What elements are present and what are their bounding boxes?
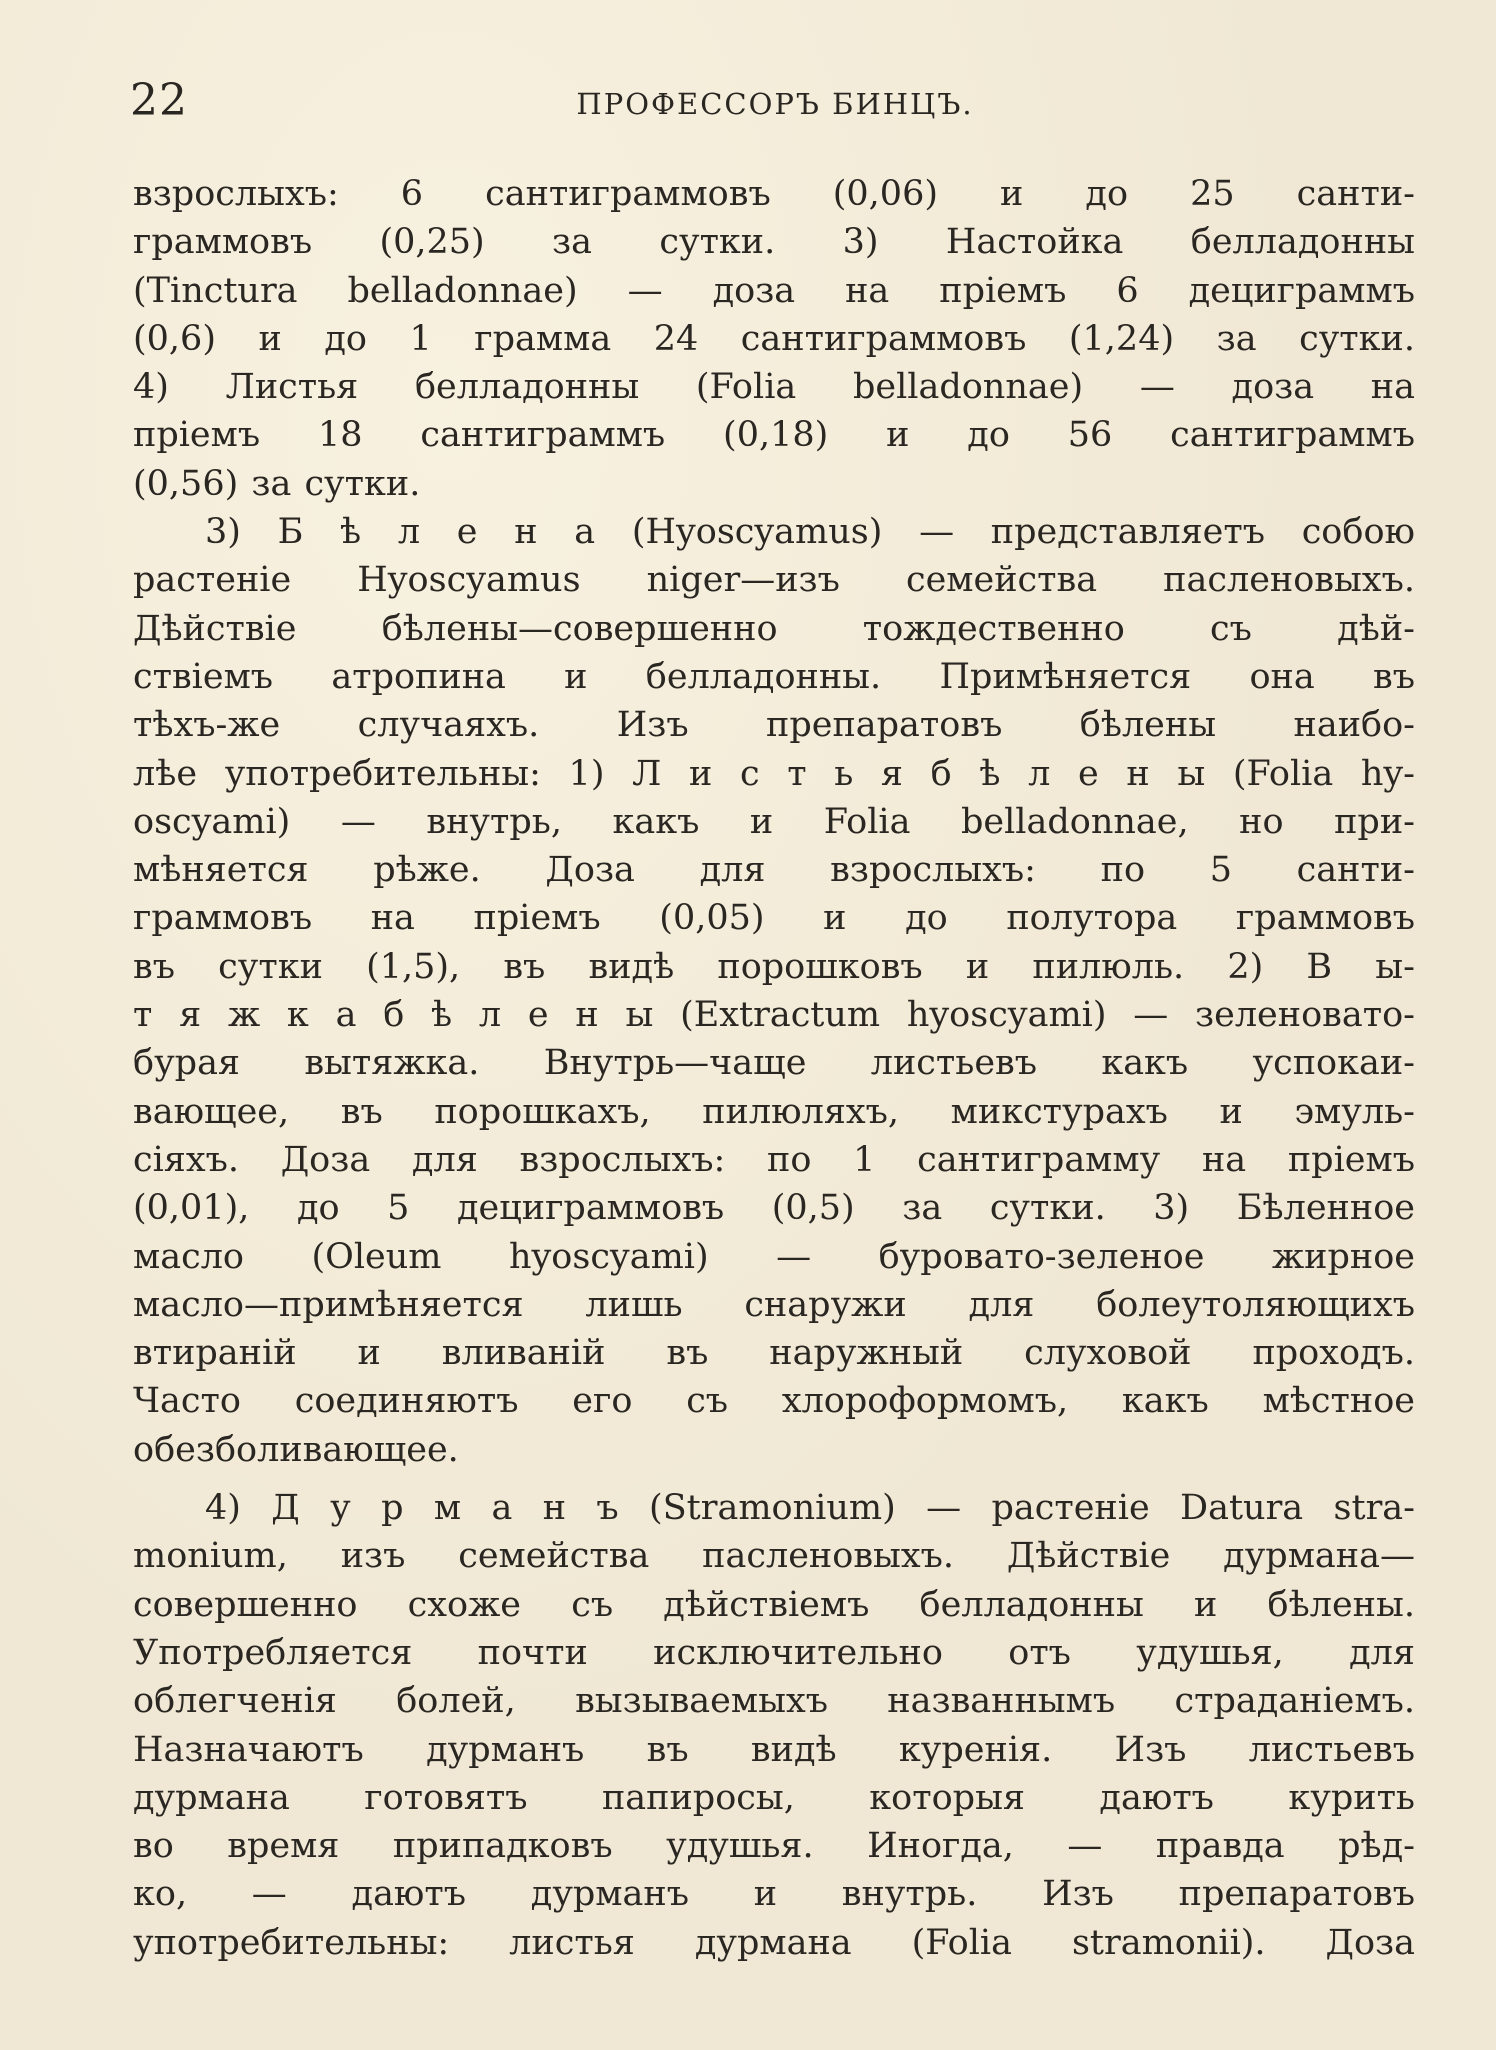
paragraph-start-stramonium: 4) Д у р м а н ъ (Stramonium) — растеніе Datura stra- [205, 1488, 1415, 1529]
text-line: пріемъ 18 сантиграммъ (0,18) и до 56 сантиграммъ [133, 415, 1415, 456]
text-line: Назначаютъ дурманъ въ видѣ куренія. Изъ листьевъ [133, 1729, 1415, 1770]
text-line: бурая вытяжка. Внутрь—чаще листьевъ какъ успокаи- [133, 1043, 1415, 1084]
text-line: тѣхъ-же случаяхъ. Изъ препаратовъ бѣлены наибо- [133, 705, 1415, 746]
text-line: во время припадковъ удушья. Иногда, — правда рѣд- [133, 1826, 1415, 1867]
text-line: втираній и вливаній въ наружный слуховой проходъ. [133, 1333, 1415, 1374]
text-line: граммовъ на пріемъ (0,05) и до полутора граммовъ [133, 898, 1415, 939]
text-line: лѣе употребительны: 1) Л и с т ь я б ѣ л е н ы (Folia hy- [133, 753, 1415, 794]
text-line: употребительны: листья дурмана (Folia stramonii). Доза [133, 1922, 1415, 1963]
text-line: мѣняется рѣже. Доза для взрослыхъ: по 5 санти- [133, 850, 1415, 891]
text-line: (0,6) и до 1 грамма 24 сантиграммовъ (1,24) за сутки. [133, 318, 1415, 359]
text-line: масло (Oleum hyoscyami) — буровато-зеленое жирное [133, 1236, 1415, 1277]
text-line: ствіемъ атропина и белладонны. Примѣняется она въ [133, 656, 1415, 697]
text-line: Часто соединяютъ его съ хлороформомъ, какъ мѣстное [133, 1381, 1415, 1422]
text-line: граммовъ (0,25) за сутки. 3) Настойка белладонны [133, 222, 1415, 263]
text-line: масло—примѣняется лишь снаружи для болеутоляющихъ [133, 1284, 1415, 1325]
page-body-text [133, 170, 1415, 1967]
text-line: совершенно схоже съ дѣйствіемъ белладонны и бѣлены. [133, 1584, 1415, 1625]
text-line: сіяхъ. Доза для взрослыхъ: по 1 сантиграмму на пріемъ [133, 1139, 1415, 1180]
text-line: т я ж к а б ѣ л е н ы (Extractum hyoscyami) — зеленовато- [133, 995, 1415, 1036]
text-line: дурмана готовятъ папиросы, которыя даютъ курить [133, 1777, 1415, 1818]
text-line: (0,01), до 5 дециграммовъ (0,5) за сутки. 3) Бѣленное [133, 1188, 1415, 1229]
text-line: 4) Листья белладонны (Folia belladonnae) — доза на [133, 367, 1415, 408]
text-line: (Tinctura belladonnae) — доза на пріемъ 6 дециграммъ [133, 270, 1415, 311]
text-line: облегченія болей, вызываемыхъ названнымъ страданіемъ. [133, 1681, 1415, 1722]
text-line: въ сутки (1,5), въ видѣ порошковъ и пилюль. 2) В ы- [133, 946, 1415, 987]
text-line: ко, — даютъ дурманъ и внутрь. Изъ препаратовъ [133, 1874, 1415, 1915]
text-line: вающее, въ порошкахъ, пилюляхъ, микстурахъ и эмуль- [133, 1091, 1415, 1132]
text-line: oscyami) — внутрь, какъ и Folia belladonnae, но при- [133, 801, 1415, 842]
text-line: monium, изъ семейства пасленовыхъ. Дѣйствіе дурмана— [133, 1536, 1415, 1577]
running-title: ПРОФЕССОРЪ БИНЦЪ. [576, 87, 974, 121]
text-line: (0,56) за сутки. [133, 463, 421, 504]
text-line: Дѣйствіе бѣлены—совершенно тождественно съ дѣй- [133, 608, 1415, 649]
paragraph-start-henbane: 3) Б ѣ л е н а (Hyoscyamus) — представляетъ собою [205, 512, 1415, 553]
text-line: взрослыхъ: 6 сантиграммовъ (0,06) и до 25 санти- [133, 174, 1415, 214]
page-number: 22 [130, 75, 188, 126]
page-header [130, 75, 1420, 135]
text-line: обезболивающее. [133, 1429, 459, 1470]
text-line: растеніе Hyoscyamus niger—изъ семейства пасленовыхъ. [133, 560, 1415, 601]
text-line: Употребляется почти исключительно отъ удушья, для [133, 1632, 1415, 1673]
